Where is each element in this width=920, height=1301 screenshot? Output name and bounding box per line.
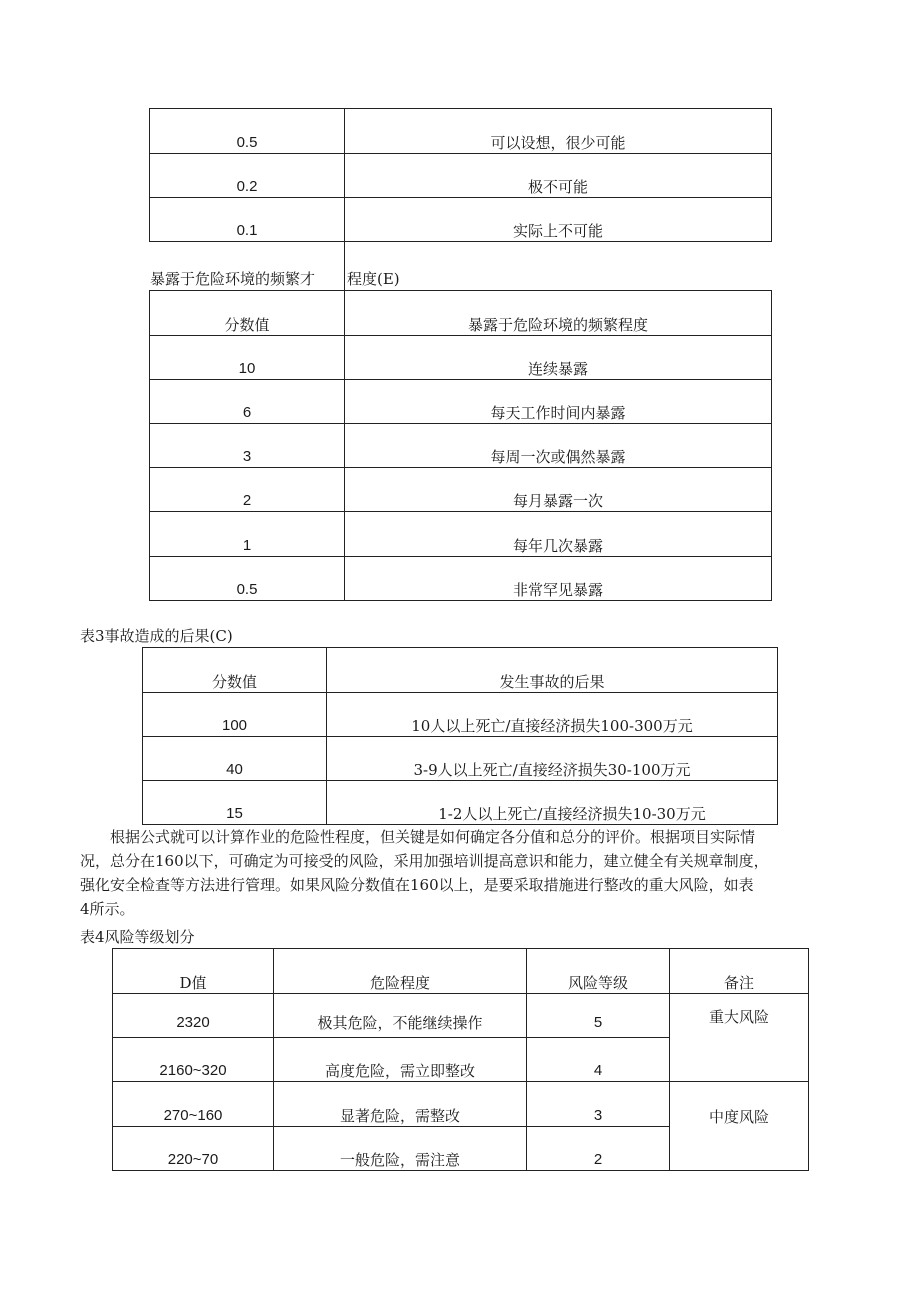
consequence-caption: 表3事故造成的后果(C)	[80, 627, 233, 645]
degree-cell: 显著危险，需整改	[274, 1082, 527, 1127]
score-cell: 0.1	[150, 198, 345, 242]
table-header-row	[150, 291, 772, 336]
header-note: 备注	[670, 949, 809, 994]
score-cell: 0.2	[150, 154, 345, 198]
score-cell: 0.5	[150, 109, 345, 154]
degree-cell: 极其危险，不能继续操作	[274, 994, 527, 1038]
d-value-cell: 2160~320	[113, 1038, 274, 1082]
exposure-caption-suffix: 程度(E)	[347, 270, 400, 288]
table-row	[143, 693, 778, 737]
table-row	[143, 737, 778, 781]
desc-cell: 每天工作时间内暴露	[345, 380, 772, 424]
risk-level-caption: 表4风险等级划分	[80, 928, 195, 946]
table-row	[150, 109, 772, 154]
paragraph-line: 根据公式就可以计算作业的危险性程度，但关键是如何确定各分值和总分的评价。根据项目实际情	[110, 828, 756, 846]
likelihood-table	[149, 108, 772, 242]
table-row	[150, 380, 772, 424]
header-score: 分数值	[143, 648, 327, 693]
d-value-cell: 270~160	[113, 1082, 274, 1127]
header-desc: 发生事故的后果	[327, 648, 778, 693]
score-cell: 6	[150, 380, 345, 424]
desc-cell: 10人以上死亡/直接经济损失100-300万元	[327, 693, 778, 737]
header-level: 风险等级	[527, 949, 670, 994]
table-row	[150, 336, 772, 380]
table-row	[150, 154, 772, 198]
exposure-table	[149, 290, 772, 601]
table-row	[150, 424, 772, 468]
desc-cell: 非常罕见暴露	[345, 557, 772, 601]
header-desc: 暴露于危险环境的频繁程度	[345, 291, 772, 336]
table-row	[113, 1127, 809, 1171]
note-cell-medium: 中度风险	[670, 1082, 809, 1127]
table-row	[113, 994, 809, 1038]
table-row	[143, 781, 778, 825]
table-header-row	[143, 648, 778, 693]
paragraph-line: 况，总分在160以下，可确定为可接受的风险，采用加强培训提高意识和能力，建立健全有关规章制度，	[80, 852, 769, 870]
note-cell-blank	[670, 1127, 809, 1171]
score-cell: 100	[143, 693, 327, 737]
degree-cell: 一般危险，需注意	[274, 1127, 527, 1171]
desc-cell: 可以设想，很少可能	[345, 109, 772, 154]
level-cell: 2	[527, 1127, 670, 1171]
score-cell: 10	[150, 336, 345, 380]
degree-cell: 高度危险，需立即整改	[274, 1038, 527, 1082]
level-cell: 3	[527, 1082, 670, 1127]
header-d-value: D值	[113, 949, 274, 994]
risk-level-table	[112, 948, 809, 1171]
score-cell: 40	[143, 737, 327, 781]
score-cell: 15	[143, 781, 327, 825]
desc-cell: 1-2人以上死亡/直接经济损失10-30万元	[327, 781, 778, 825]
desc-cell: 极不可能	[345, 154, 772, 198]
desc-cell: 每周一次或偶然暴露	[345, 424, 772, 468]
desc-cell: 实际上不可能	[345, 198, 772, 242]
exposure-caption: 暴露于危险环境的频繁才	[150, 270, 316, 288]
note-cell-major: 重大风险	[670, 994, 809, 1082]
level-cell: 4	[527, 1038, 670, 1082]
level-cell: 5	[527, 994, 670, 1038]
score-cell: 3	[150, 424, 345, 468]
desc-cell: 每月暴露一次	[345, 468, 772, 512]
body-paragraph	[80, 825, 840, 921]
desc-cell: 每年几次暴露	[345, 512, 772, 557]
table-header-row	[113, 949, 809, 994]
desc-cell: 3-9人以上死亡/直接经济损失30-100万元	[327, 737, 778, 781]
table-row	[113, 1082, 809, 1127]
table-row	[150, 198, 772, 242]
paragraph-line: 4所示。	[80, 900, 135, 918]
table-row	[150, 557, 772, 601]
header-score: 分数值	[150, 291, 345, 336]
paragraph-line: 强化安全检查等方法进行管理。如果风险分数值在160以上，是要采取措施进行整改的重大风险，如表	[80, 876, 754, 894]
d-value-cell: 2320	[113, 994, 274, 1038]
desc-cell: 连续暴露	[345, 336, 772, 380]
d-value-cell: 220~70	[113, 1127, 274, 1171]
table-row	[150, 512, 772, 557]
header-degree: 危险程度	[274, 949, 527, 994]
table-row	[150, 468, 772, 512]
score-cell: 1	[150, 512, 345, 557]
consequence-table	[142, 647, 778, 825]
divider	[344, 241, 345, 290]
score-cell: 2	[150, 468, 345, 512]
score-cell: 0.5	[150, 557, 345, 601]
